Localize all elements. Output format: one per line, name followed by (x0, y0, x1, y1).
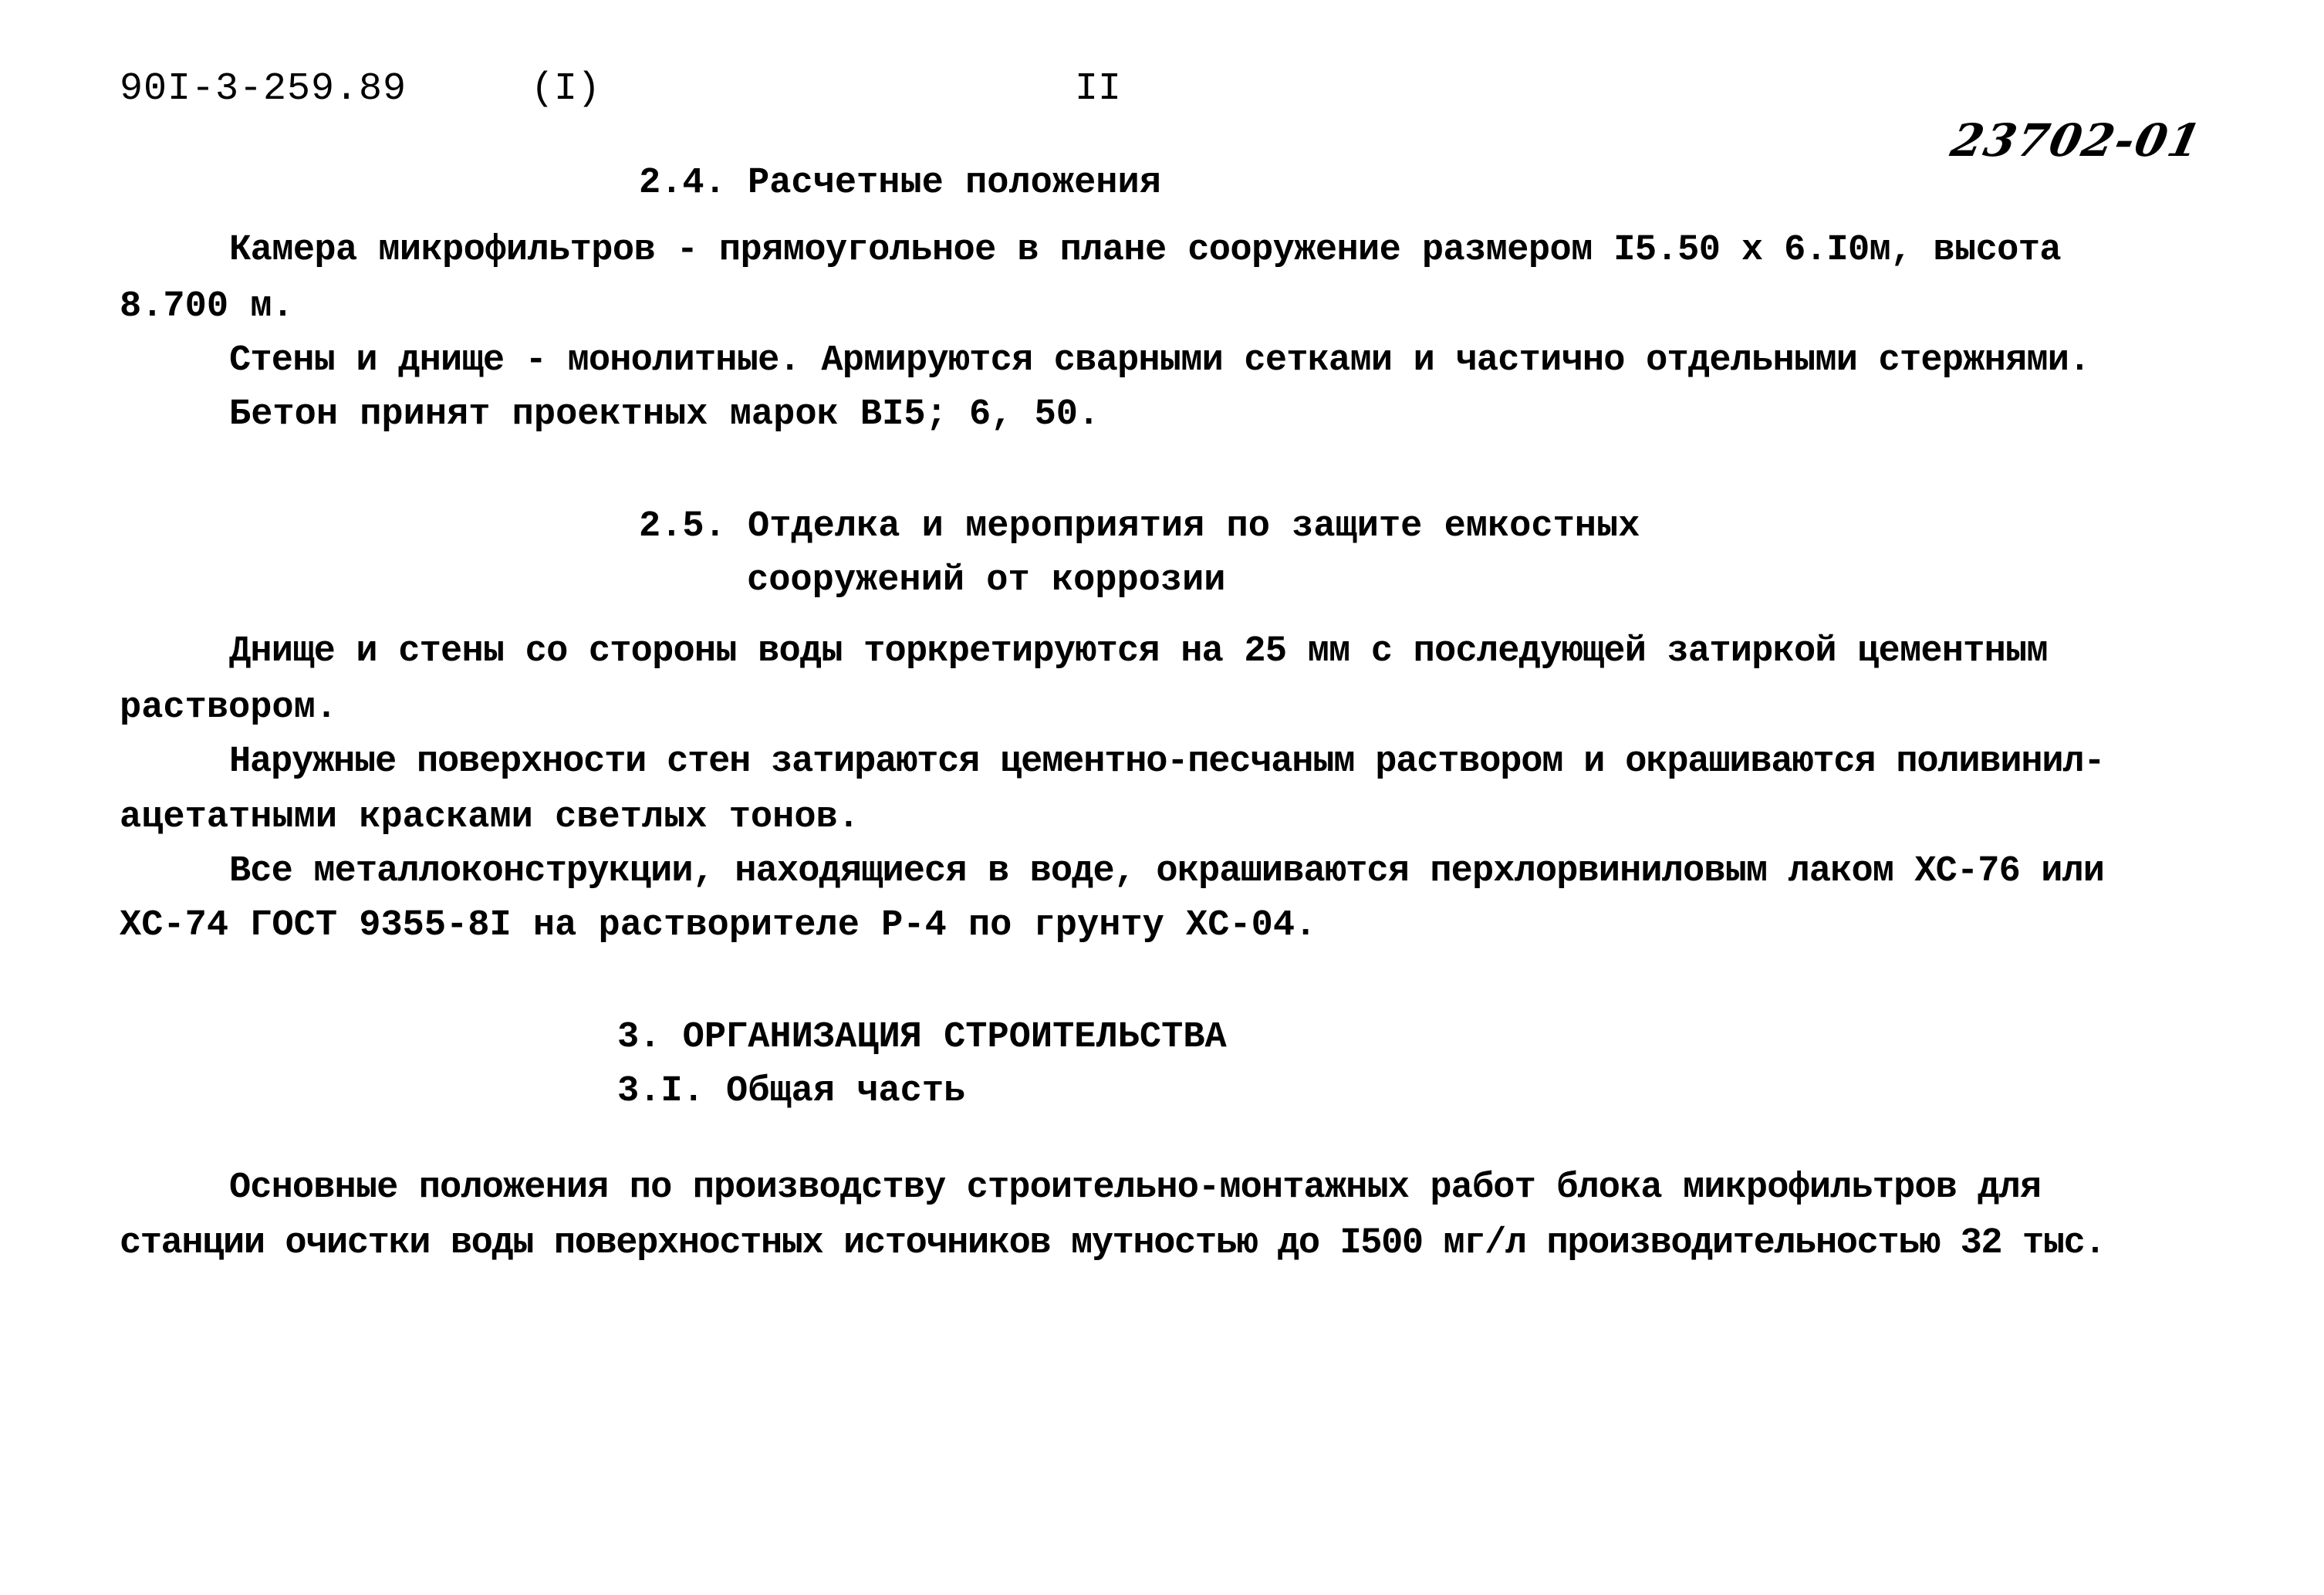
paragraph-line: Наружные поверхности стен затираются цементно-песчаным раствором и окрашиваются поливинил- (229, 742, 2105, 782)
part-number: (I) (531, 67, 601, 111)
page-number: II (1075, 67, 1122, 111)
paragraph-line: Все металлоконструкции, находящиеся в воде, окрашиваются перхлорвиниловым лаком ХС-76 или (229, 851, 2105, 892)
section-2-5-title-cont: сооружений от коррозии (747, 560, 1226, 601)
section-3-1-title: 3.I. Общая часть (617, 1071, 966, 1112)
section-2-5-title: 2.5. Отделка и мероприятия по защите емкостных (639, 506, 1640, 547)
paragraph-line: раствором. (120, 688, 338, 728)
paragraph-line: ХС-74 ГОСТ 9355-8I на растворителе Р-4 по грунту ХС-04. (120, 905, 1317, 946)
paragraph-line: Стены и днище - монолитные. Армируются сварными сетками и частично отдельными стержнями. (229, 340, 2090, 381)
section-3-title: 3. ОРГАНИЗАЦИЯ СТРОИТЕЛЬСТВА (617, 1017, 1227, 1058)
paragraph-line: Бетон принят проектных марок BI5; 6, 50. (229, 394, 1100, 435)
doc-code: 90I-3-259.89 (120, 67, 407, 111)
paragraph-line: Днище и стены со стороны воды торкретируются на 25 мм с последующей затиркой цементным (229, 631, 2048, 672)
section-2-4-title: 2.4. Расчетные положения (639, 163, 1161, 204)
paragraph-line: Основные положения по производству строительно-монтажных работ блока микрофильтров для (229, 1168, 2042, 1208)
paragraph-line: станции очистки воды поверхностных источников мутностью до I500 мг/л производительностью 32 тыс. (120, 1223, 2106, 1264)
paragraph-line: 8.700 м. (120, 286, 294, 327)
paragraph-line: ацетатными красками светлых тонов. (120, 797, 860, 838)
paragraph-line: Камера микрофильтров - прямоугольное в плане сооружение размером I5.50 х 6.I0м, высота (229, 230, 2061, 271)
inventory-stamp: 23702-01 (1946, 114, 2207, 167)
